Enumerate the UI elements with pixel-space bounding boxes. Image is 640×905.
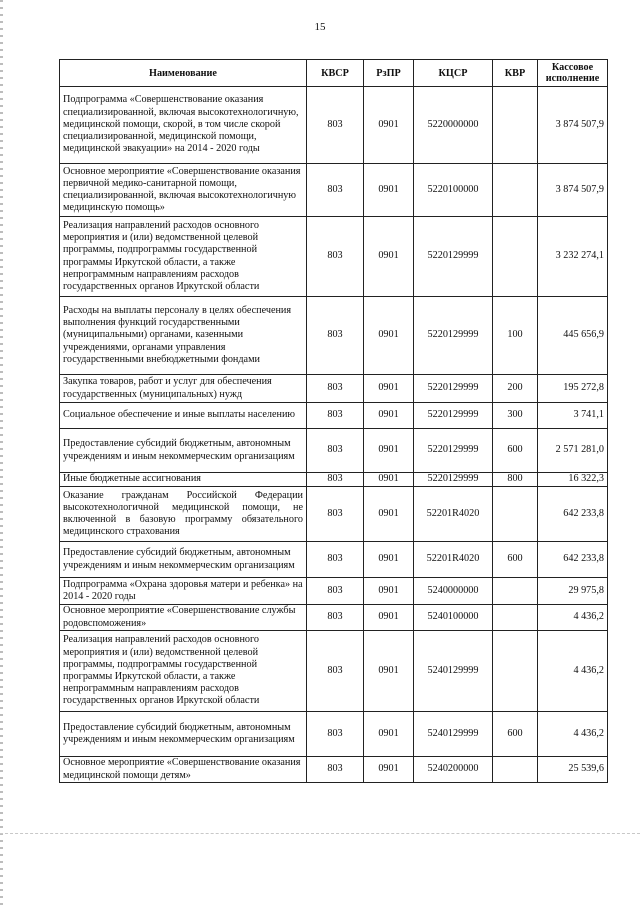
row-name: Социальное обеспечение и иные выплаты населению [60, 403, 307, 429]
row-rzpr: 0901 [364, 164, 414, 217]
table-row [60, 473, 608, 487]
table-row [60, 429, 608, 473]
row-name: Основное мероприятие «Совершенствование оказания медицинской помощи детям» [60, 757, 307, 783]
row-amount: 4 436,2 [538, 631, 608, 712]
row-rzpr: 0901 [364, 87, 414, 164]
row-amount: 642 233,8 [538, 542, 608, 578]
row-rzpr: 0901 [364, 473, 414, 487]
row-name: Предоставление субсидий бюджетным, автономным учреждениям и иным некоммерческим организациям [60, 429, 307, 473]
row-kcsr: 5220129999 [414, 403, 493, 429]
row-amount: 3 874 507,9 [538, 164, 608, 217]
row-kvr: 800 [493, 473, 538, 487]
row-kvr [493, 164, 538, 217]
row-amount: 642 233,8 [538, 487, 608, 542]
row-kvr [493, 605, 538, 631]
budget-execution-table [59, 59, 608, 783]
row-kcsr: 5220000000 [414, 87, 493, 164]
row-rzpr: 0901 [364, 757, 414, 783]
row-kvsr: 803 [307, 429, 364, 473]
row-rzpr: 0901 [364, 217, 414, 297]
row-kvsr: 803 [307, 542, 364, 578]
page-number: 15 [314, 21, 326, 33]
row-amount: 195 272,8 [538, 375, 608, 403]
table-row [60, 631, 608, 712]
row-name: Расходы на выплаты персоналу в целях обеспечения выполнения функций государственными (муниципальными) органами, казенными учреждениями, органами управления государственными внебюджетными фондами [60, 297, 307, 375]
row-kcsr: 5220129999 [414, 473, 493, 487]
table-row [60, 605, 608, 631]
row-kcsr: 5220129999 [414, 429, 493, 473]
row-kvr [493, 631, 538, 712]
row-rzpr: 0901 [364, 297, 414, 375]
row-name: Предоставление субсидий бюджетным, автономным учреждениям и иным некоммерческим организациям [60, 712, 307, 757]
row-kvr: 200 [493, 375, 538, 403]
header-name: Наименование [60, 60, 307, 87]
row-name: Основное мероприятие «Совершенствование оказания первичной медико-санитарной помощи, специализированной, включая высокотехнологичную медицинскую помощь» [60, 164, 307, 217]
scan-left-edge [0, 0, 3, 905]
row-name: Закупка товаров, работ и услуг для обеспечения государственных (муниципальных) нужд [60, 375, 307, 403]
row-amount: 16 322,3 [538, 473, 608, 487]
row-kcsr: 5220129999 [414, 375, 493, 403]
row-amount: 2 571 281,0 [538, 429, 608, 473]
row-kvsr: 803 [307, 217, 364, 297]
row-kvr: 600 [493, 429, 538, 473]
row-rzpr: 0901 [364, 542, 414, 578]
row-kcsr: 5240129999 [414, 631, 493, 712]
table-row [60, 217, 608, 297]
row-kcsr: 52201R4020 [414, 542, 493, 578]
row-kcsr: 5220129999 [414, 297, 493, 375]
row-kvr [493, 487, 538, 542]
row-kvsr: 803 [307, 375, 364, 403]
row-amount: 3 232 274,1 [538, 217, 608, 297]
table-row [60, 712, 608, 757]
table-row [60, 578, 608, 605]
row-kvr [493, 578, 538, 605]
header-kcsr: КЦСР [414, 60, 493, 87]
header-kvr: КВР [493, 60, 538, 87]
row-kcsr: 5240200000 [414, 757, 493, 783]
row-name: Реализация направлений расходов основного мероприятия и (или) ведомственной целевой программы, подпрограммы государственной программы Иркутской области, а также непрограммным направлениям расходов государственных органов Иркутской области [60, 631, 307, 712]
row-amount: 29 975,8 [538, 578, 608, 605]
row-rzpr: 0901 [364, 429, 414, 473]
row-kvsr: 803 [307, 297, 364, 375]
row-kvsr: 803 [307, 164, 364, 217]
table-row [60, 375, 608, 403]
row-kvsr: 803 [307, 87, 364, 164]
row-amount: 4 436,2 [538, 605, 608, 631]
table-header-row [60, 60, 608, 87]
table-row [60, 757, 608, 783]
row-kcsr: 52201R4020 [414, 487, 493, 542]
row-kcsr: 5220129999 [414, 217, 493, 297]
row-kvsr: 803 [307, 578, 364, 605]
row-name: Подпрограмма «Охрана здоровья матери и ребенка» на 2014 - 2020 годы [60, 578, 307, 605]
row-amount: 25 539,6 [538, 757, 608, 783]
row-name: Подпрограмма «Совершенствование оказания специализированной, включая высокотехнологичную, медицинской помощи, скорой, в том числе скорой специализированной, медицинской помощи, медицинской эвакуации» на 2014 - 2020 годы [60, 87, 307, 164]
table-row [60, 87, 608, 164]
row-kcsr: 5240000000 [414, 578, 493, 605]
table-row [60, 297, 608, 375]
row-rzpr: 0901 [364, 605, 414, 631]
row-kvr [493, 87, 538, 164]
row-kvr [493, 217, 538, 297]
row-kvr: 100 [493, 297, 538, 375]
row-kvsr: 803 [307, 631, 364, 712]
header-amount: Кассовое исполнение [538, 60, 608, 87]
table-row [60, 487, 608, 542]
row-rzpr: 0901 [364, 578, 414, 605]
row-kvsr: 803 [307, 712, 364, 757]
row-kvr: 300 [493, 403, 538, 429]
row-rzpr: 0901 [364, 631, 414, 712]
row-kvsr: 803 [307, 605, 364, 631]
row-rzpr: 0901 [364, 487, 414, 542]
row-kcsr: 5220100000 [414, 164, 493, 217]
row-amount: 3 874 507,9 [538, 87, 608, 164]
row-kcsr: 5240100000 [414, 605, 493, 631]
row-amount: 4 436,2 [538, 712, 608, 757]
row-rzpr: 0901 [364, 375, 414, 403]
row-amount: 3 741,1 [538, 403, 608, 429]
header-kvsr: КВСР [307, 60, 364, 87]
row-name: Основное мероприятие «Совершенствование службы родовспоможения» [60, 605, 307, 631]
row-kvr [493, 757, 538, 783]
row-kvsr: 803 [307, 403, 364, 429]
row-kvsr: 803 [307, 473, 364, 487]
row-kcsr: 5240129999 [414, 712, 493, 757]
scan-footer-rule [0, 833, 640, 835]
table-row [60, 542, 608, 578]
row-name: Иные бюджетные ассигнования [60, 473, 307, 487]
row-name: Реализация направлений расходов основного мероприятия и (или) ведомственной целевой программы, подпрограммы государственной программы Иркутской области, а также непрограммным направлениям расходов государственных органов Иркутской области [60, 217, 307, 297]
header-rzpr: РзПР [364, 60, 414, 87]
row-kvr: 600 [493, 542, 538, 578]
row-kvr: 600 [493, 712, 538, 757]
table-row [60, 403, 608, 429]
row-kvsr: 803 [307, 757, 364, 783]
table-row [60, 164, 608, 217]
row-kvsr: 803 [307, 487, 364, 542]
row-amount: 445 656,9 [538, 297, 608, 375]
row-name: Оказание гражданам Российской Федерации высокотехнологичной медицинской помощи, не включенной в базовую программу обязательного медицинского страхования [60, 487, 307, 542]
row-name: Предоставление субсидий бюджетным, автономным учреждениям и иным некоммерческим организациям [60, 542, 307, 578]
row-rzpr: 0901 [364, 403, 414, 429]
row-rzpr: 0901 [364, 712, 414, 757]
